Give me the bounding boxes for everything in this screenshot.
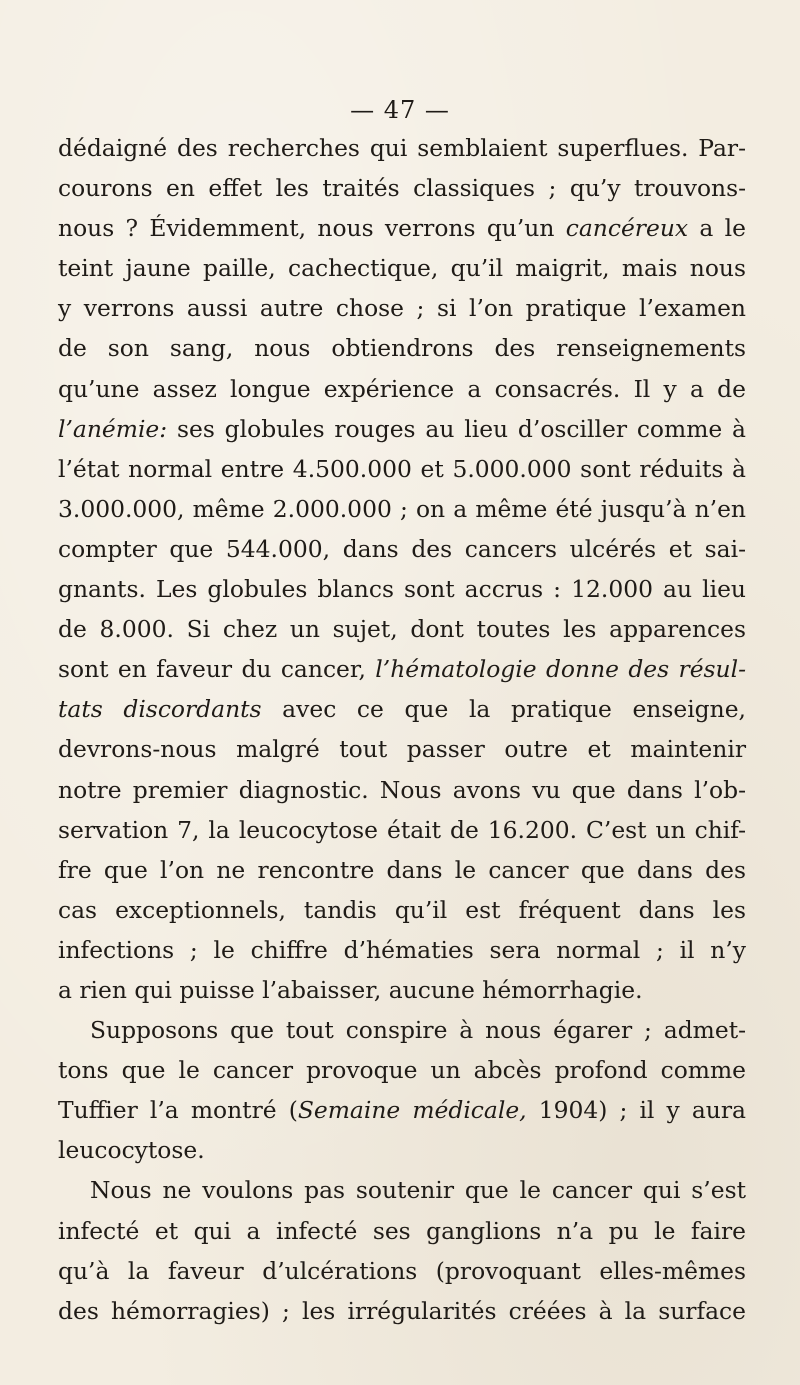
text-segment: dédaigné des recherches qui semblaient superflues. Par- <box>58 134 746 162</box>
text-segment: avec ce que la pratique enseigne, <box>261 695 746 724</box>
text-line <box>58 810 746 850</box>
text-segment: y verrons aussi autre chose ; si l’on pratique l’examen <box>58 294 746 323</box>
text-segment: Nous ne voulons pas soutenir que le cancer qui s’est <box>90 1176 746 1205</box>
text-segment: tons que le cancer provoque un abcès profond comme <box>58 1056 746 1085</box>
text-line <box>58 1211 746 1251</box>
text-segment: qu’à la faveur d’ulcérations (provoquant elles-mêmes <box>58 1256 746 1285</box>
text-segment: servation 7, la leucocytose était de 16.200. C’est un chif- <box>58 815 746 844</box>
text-line <box>58 1170 746 1210</box>
text-segment: des hémorragies) ; les irrégularités créées à la surface <box>58 1296 746 1325</box>
text-segment: compter que 544.000, dans des cancers ulcérés et sai- <box>58 534 746 563</box>
text-line <box>58 729 746 769</box>
text-line <box>58 168 746 208</box>
text-segment: notre premier diagnostic. Nous avons vu que dans l’ob- <box>58 775 746 804</box>
text-line <box>58 208 746 248</box>
text-line <box>58 288 746 328</box>
text-line <box>58 649 746 689</box>
text-line <box>58 248 746 288</box>
text-line <box>58 369 746 409</box>
text-segment: teint jaune paille, cachectique, qu’il maigrit, mais nous <box>58 254 746 283</box>
text-segment: l’état normal entre 4.500.000 et 5.000.000 sont réduits à <box>58 454 746 483</box>
text-line <box>58 1050 746 1090</box>
text-segment: de son sang, nous obtiendrons des renseignements <box>58 334 746 363</box>
text-line <box>58 529 746 569</box>
text-segment: 3.000.000, même 2.000.000 ; on a même été jusqu’à n’en <box>58 494 746 523</box>
text-segment: ses globules rouges au lieu d’osciller comme à <box>167 414 746 443</box>
text-line <box>58 569 746 609</box>
text-line <box>58 890 746 930</box>
text-segment: a le <box>688 214 746 243</box>
text-segment: nous ? Évidemment, nous verrons qu’un <box>58 214 566 243</box>
text-line <box>58 970 746 1010</box>
text-segment: Tuffier l’a montré ( <box>58 1096 298 1125</box>
text-line <box>58 1010 746 1050</box>
text-segment: cas exceptionnels, tandis qu’il est fréquent dans les <box>58 895 746 924</box>
text-segment: infections ; le chiffre d’hématies sera normal ; il n’y <box>58 935 746 964</box>
text-line <box>58 1090 746 1130</box>
text-line <box>58 449 746 489</box>
text-line <box>58 689 746 729</box>
text-segment: Supposons que tout conspire à nous égarer ; admet- <box>90 1016 746 1045</box>
italic-text-segment: tats discordants <box>58 695 262 724</box>
text-line <box>58 1130 746 1170</box>
text-line <box>58 409 746 449</box>
italic-text-segment: l’anémie: <box>58 414 168 443</box>
text-line <box>58 930 746 970</box>
text-line <box>58 850 746 890</box>
text-segment: devrons-nous malgré tout passer outre et maintenir <box>58 735 746 764</box>
italic-text-segment: cancéreux <box>565 214 689 243</box>
text-segment: infecté et qui a infecté ses ganglions n’a pu le faire <box>58 1216 746 1245</box>
text-line <box>58 1251 746 1291</box>
text-segment: fre que l’on ne rencontre dans le cancer que dans des <box>58 855 746 884</box>
body-text <box>58 128 746 1331</box>
page-number: — 47 — <box>350 96 450 124</box>
italic-text-segment: l’hématologie donne des résul- <box>375 655 746 684</box>
italic-text-segment: Semaine médicale, <box>297 1096 527 1125</box>
text-segment: leucocytose. <box>58 1136 205 1165</box>
text-segment: de 8.000. Si chez un sujet, dont toutes les apparences <box>58 615 746 644</box>
text-line <box>58 770 746 810</box>
text-segment: a rien qui puisse l’abaisser, aucune hémorrhagie. <box>58 975 643 1004</box>
text-line <box>58 128 746 168</box>
text-segment: gnants. Les globules blancs sont accrus : 12.000 au lieu <box>58 575 746 604</box>
text-segment: qu’une assez longue expérience a consacrés. Il y a de <box>58 374 746 403</box>
text-line <box>58 609 746 649</box>
text-segment: 1904) ; il y aura <box>526 1096 746 1125</box>
text-line <box>58 1291 746 1331</box>
text-segment: sont en faveur du cancer, <box>58 655 376 684</box>
text-line <box>58 489 746 529</box>
text-segment: courons en effet les traités classiques ; qu’y trouvons- <box>58 174 746 203</box>
text-line <box>58 328 746 368</box>
